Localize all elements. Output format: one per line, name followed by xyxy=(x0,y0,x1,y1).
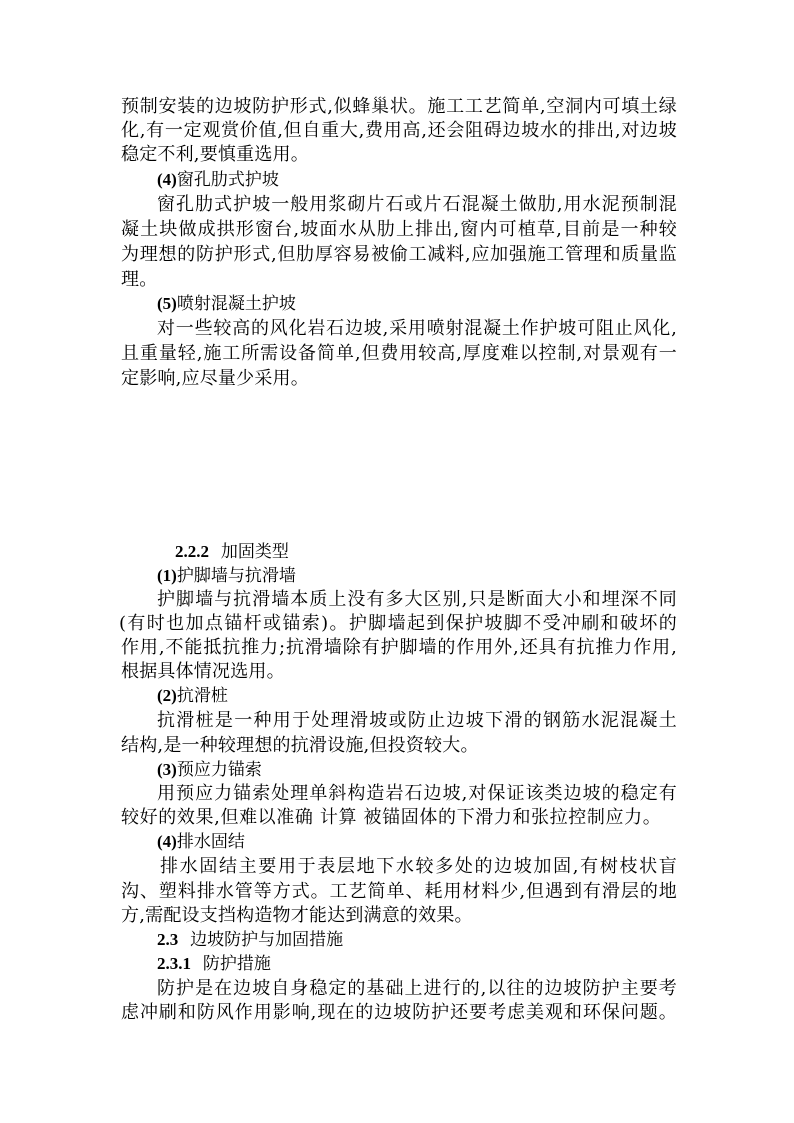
subsection-heading xyxy=(157,952,271,976)
paragraph-line: 用预应力锚索处理单斜构造岩石边坡,对保证该类边坡的稳定有 xyxy=(157,783,677,804)
paragraph-line: 化,有一定观赏价值,但自重大,费用高,还会阻碍边坡水的排出,对边坡 xyxy=(121,120,677,141)
paragraph-line: 结构,是一种较理想的抗滑设施,但投资较大。 xyxy=(121,735,479,756)
paragraph-line: 较好的效果,但难以准确 计算 被锚固体的下滑力和张拉控制应力。 xyxy=(121,807,661,828)
section-heading xyxy=(157,928,343,952)
heading-text: 排水固结 xyxy=(176,832,245,852)
paragraph-line: 稳定不利,要慎重选用。 xyxy=(121,144,309,165)
heading-text: 抗滑桩 xyxy=(176,686,228,706)
paragraph-line: 排水固结主要用于表层地下水较多处的边坡加固,有树枝状盲 xyxy=(160,856,677,877)
paragraph-line: (有时也加点锚杆或锚索)。护脚墙起到保护坡脚不受冲刷和破坏的 xyxy=(119,613,677,634)
paragraph-line: 定影响,应尽量少采用。 xyxy=(121,368,309,389)
heading-number: (5) xyxy=(157,294,177,313)
heading-text: 预应力锚索 xyxy=(176,760,262,780)
paragraph-line: 为理想的防护形式,但肋厚容易被偷工减料,应加强施工管理和质量监 xyxy=(121,244,677,265)
paragraph-line: 对一些较高的风化岩石边坡,采用喷射混凝土作护坡可阻止风化, xyxy=(157,318,677,339)
heading-number: (3) xyxy=(157,760,177,779)
paragraph-line: 凝土块做成拱形窗台,坡面水从肋上排出,窗内可植草,目前是一种较 xyxy=(121,219,677,240)
heading-text: 窗孔肋式护坡 xyxy=(176,170,279,190)
paragraph-line: 且重量轻,施工所需设备简单,但费用较高,厚度难以控制,对景观有一 xyxy=(121,343,677,364)
paragraph-line: 防护是在边坡自身稳定的基础上进行的,以往的边坡防护主要考 xyxy=(157,978,677,999)
paragraph-line: 根据具体情况选用。 xyxy=(121,661,285,682)
section-heading xyxy=(157,684,228,708)
paragraph-line: 预制安装的边坡防护形式,似蜂巢状。施工工艺简单,空洞内可填土绿 xyxy=(121,96,677,117)
paragraph-line: 方,需配设支挡构造物才能达到满意的效果。 xyxy=(121,905,473,926)
section-heading xyxy=(157,292,296,316)
heading-text: 喷射混凝土护坡 xyxy=(176,294,296,314)
paragraph-line: 护脚墙与抗滑墙本质上没有多大区别,只是断面大小和埋深不同 xyxy=(157,589,677,610)
section-heading xyxy=(157,758,262,782)
heading-text: 加固类型 xyxy=(220,542,289,562)
subsection-heading xyxy=(175,540,289,564)
paragraph-line: 虑冲刷和防风作用影响,现在的边坡防护还要考虑美观和环保问题。 xyxy=(121,1002,677,1023)
paragraph-line: 窗孔肋式护坡一般用浆砌片石或片石混凝土做肋,用水泥预制混 xyxy=(157,194,677,215)
heading-text: 边坡防护与加固措施 xyxy=(190,930,344,950)
heading-number: 2.2.2 xyxy=(175,542,209,561)
heading-text: 护脚墙与抗滑墙 xyxy=(176,566,296,586)
heading-number: 2.3 xyxy=(157,930,179,949)
paragraph-line: 抗滑桩是一种用于处理滑坡或防止边坡下滑的钢筋水泥混凝土 xyxy=(157,710,677,731)
heading-number: (4) xyxy=(157,170,177,189)
heading-number: (4) xyxy=(157,832,177,851)
section-heading xyxy=(157,564,296,588)
heading-number: 2.3.1 xyxy=(157,954,191,973)
paragraph-line: 作用,不能抵抗推力;抗滑墙除有护脚墙的作用外,还具有抗推力作用, xyxy=(121,637,677,658)
heading-number: (1) xyxy=(157,566,177,585)
heading-number: (2) xyxy=(157,686,177,705)
heading-text: 防护措施 xyxy=(202,954,271,974)
section-heading xyxy=(157,168,279,192)
paragraph-line: 沟、塑料排水管等方式。工艺简单、耗用材料少,但遇到有滑层的地 xyxy=(121,881,677,902)
section-heading xyxy=(157,830,245,854)
paragraph-line: 理。 xyxy=(121,269,158,290)
